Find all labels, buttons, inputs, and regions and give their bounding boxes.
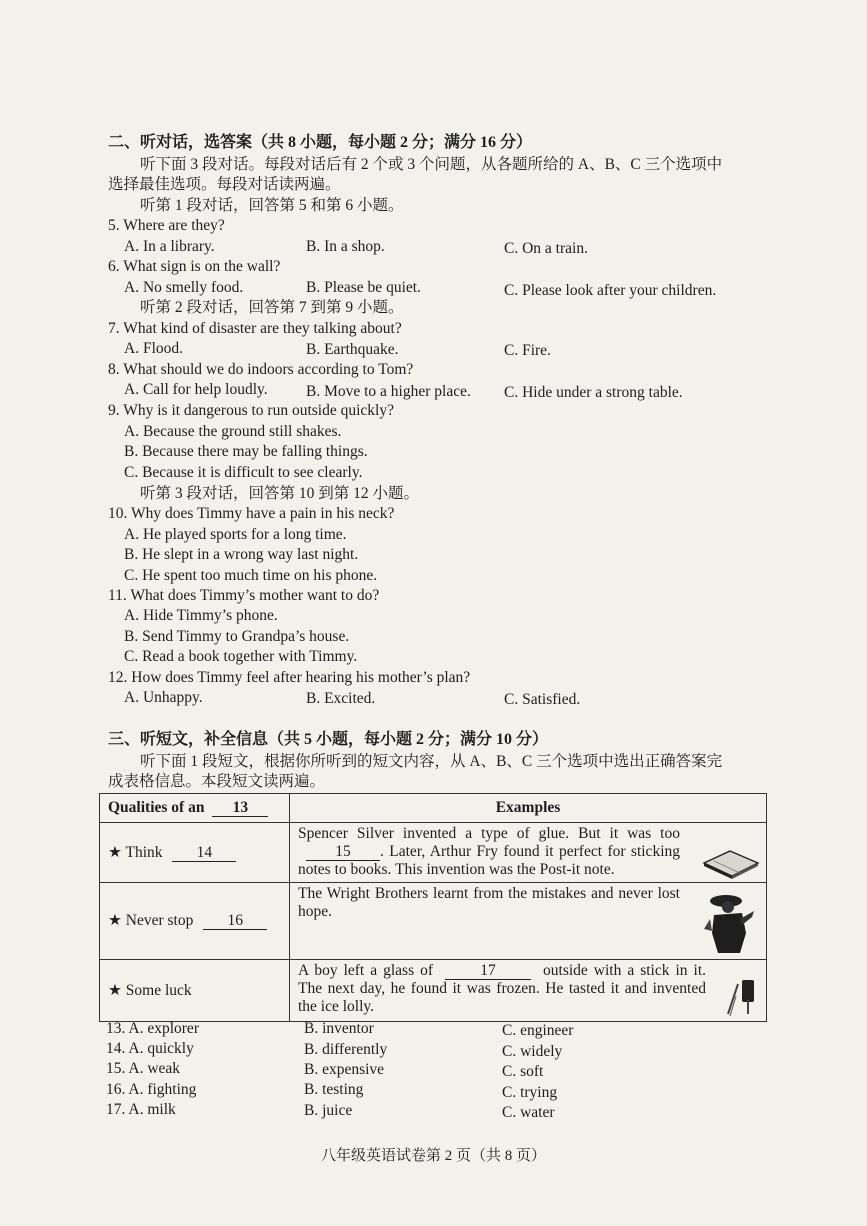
- q10-option-a: A. He played sports for a long time.: [124, 526, 347, 543]
- section3-title: 三、听短文，补全信息（共 5 小题，每小题 2 分；满分 10 分）: [108, 731, 549, 748]
- q15-option-c: C. soft: [502, 1063, 544, 1080]
- header-qualities-label: Qualities of an: [108, 799, 205, 816]
- q13-option-b: B. inventor: [304, 1020, 374, 1037]
- q9-option-a: A. Because the ground still shakes.: [124, 423, 342, 440]
- blank-16: 16: [203, 913, 267, 930]
- row-some-luck-quality: ★ Some luck: [100, 960, 290, 1022]
- header-examples: Examples: [290, 794, 767, 823]
- row-think-label: ★ Think: [108, 843, 163, 861]
- q12-question: 12. How does Timmy feel after hearing his mother’s plan?: [108, 669, 471, 686]
- section2-instruction-cont: 选择最佳选项。每段对话读两遍。: [108, 176, 341, 193]
- q6-option-a: A. No smelly food.: [124, 279, 244, 296]
- section2-title: 二、听对话，选答案（共 8 小题，每小题 2 分；满分 16 分）: [108, 134, 533, 151]
- notebook-icon: [700, 849, 760, 879]
- q11-option-c: C. Read a book together with Timmy.: [124, 648, 358, 665]
- q13-option-a: 13. A. explorer: [106, 1020, 199, 1037]
- q10-question: 10. Why does Timmy have a pain in his neck?: [108, 505, 395, 522]
- q16-option-b: B. testing: [304, 1081, 364, 1098]
- q8-question: 8. What should we do indoors according to Tom?: [108, 361, 414, 378]
- q16-option-c: C. trying: [502, 1084, 558, 1101]
- q10-option-c: C. He spent too much time on his phone.: [124, 567, 378, 584]
- q9-option-b: B. Because there may be falling things.: [124, 443, 368, 460]
- q8-option-b: B. Move to a higher place.: [306, 383, 471, 400]
- q11-option-a: A. Hide Timmy’s phone.: [124, 607, 278, 624]
- row-think-example-text: Spencer Silver invented a type of glue. But it was too: [298, 825, 680, 842]
- table-row-never-stop: [100, 883, 767, 960]
- blank-13: 13: [212, 800, 268, 817]
- table-row-some-luck: [100, 960, 767, 1022]
- q10-option-b: B. He slept in a wrong way last night.: [124, 546, 359, 563]
- row-never-stop-example: [290, 883, 767, 960]
- q8-option-c: C. Hide under a strong table.: [504, 384, 683, 401]
- q16-option-a: 16. A. fighting: [106, 1081, 197, 1098]
- page-footer: 八年级英语试卷第 2 页（共 8 页）: [320, 1148, 546, 1164]
- q5-question: 5. Where are they?: [108, 217, 225, 234]
- row-never-stop-example-text: The Wright Brothers learnt from the mistakes and never lost hope.: [298, 885, 680, 920]
- row-think-example: Spencer Silver invented a type of glue. But it was too 15 . Later, Arthur Fry found it perfect for sticking notes to books. This invention was the Post-it note.: [290, 823, 767, 883]
- q9-option-c: C. Because it is difficult to see clearly.: [124, 464, 363, 481]
- section2-instruction: 听下面 3 段对话。每段对话后有 2 个或 3 个问题，从各题所给的 A、B、C 三个选项中: [140, 156, 723, 173]
- q14-option-a: 14. A. quickly: [106, 1040, 194, 1057]
- q9-question: 9. Why is it dangerous to run outside quickly?: [108, 402, 394, 419]
- q15-option-b: B. expensive: [304, 1061, 385, 1078]
- q15-option-a: 15. A. weak: [106, 1060, 181, 1077]
- row-some-luck-example-text: A boy left a glass of: [298, 962, 434, 979]
- wright-brothers-icon: [702, 889, 756, 955]
- q13-option-c: C. engineer: [502, 1022, 574, 1039]
- qualities-table: [99, 793, 767, 1022]
- table-header-row: [100, 794, 767, 823]
- row-never-stop-quality: [100, 883, 290, 960]
- q7-option-c: C. Fire.: [504, 342, 551, 359]
- dialog1-instruction: 听第 1 段对话，回答第 5 和第 6 小题。: [140, 197, 404, 214]
- q6-option-b: B. Please be quiet.: [306, 279, 421, 296]
- q14-option-b: B. differently: [304, 1041, 388, 1058]
- blank-14: 14: [172, 845, 236, 862]
- dialog2-instruction: 听第 2 段对话，回答第 7 到第 9 小题。: [140, 299, 404, 316]
- q17-option-b: B. juice: [304, 1102, 353, 1119]
- q12-option-a: A. Unhappy.: [124, 689, 203, 706]
- q12-option-b: B. Excited.: [306, 690, 376, 707]
- q7-option-a: A. Flood.: [124, 340, 183, 357]
- section3-instruction-cont: 成表格信息。本段短文读两遍。: [108, 773, 326, 790]
- blank-15: 15: [306, 844, 380, 861]
- table-row-think: [100, 823, 767, 883]
- q5-option-b: B. In a shop.: [306, 238, 385, 255]
- blank-17: 17: [445, 963, 531, 980]
- row-some-luck-example: [290, 960, 767, 1022]
- q17-option-a: 17. A. milk: [106, 1101, 176, 1118]
- q7-question: 7. What kind of disaster are they talking about?: [108, 320, 402, 337]
- q11-question: 11. What does Timmy’s mother want to do?: [108, 587, 380, 604]
- ice-lolly-icon: [724, 978, 758, 1018]
- q14-option-c: C. widely: [502, 1043, 563, 1060]
- dialog3-instruction: 听第 3 段对话，回答第 10 到第 12 小题。: [140, 485, 420, 502]
- q6-option-c: C. Please look after your children.: [504, 282, 717, 299]
- row-never-stop-label: ★ Never stop: [108, 912, 194, 929]
- row-think-example-text-2: Later, Arthur Fry found it perfect for sticking notes to books. This invention was the Post-it note.: [298, 843, 680, 878]
- q12-option-c: C. Satisfied.: [504, 691, 581, 708]
- row-think-quality: [100, 823, 290, 883]
- q6-question: 6. What sign is on the wall?: [108, 258, 281, 275]
- row-some-luck-example-text-2: outside with a stick in it. The next day, he found it was frozen. He tasted it and invented the ice lolly.: [298, 962, 707, 1015]
- section3-instruction: 听下面 1 段短文，根据你所听到的短文内容，从 A、B、C 三个选项中选出正确答案完: [140, 753, 723, 770]
- q7-option-b: B. Earthquake.: [306, 341, 399, 358]
- q5-option-c: C. On a train.: [504, 240, 588, 257]
- q8-option-a: A. Call for help loudly.: [124, 381, 268, 398]
- header-qualities: [100, 794, 290, 823]
- q17-option-c: C. water: [502, 1104, 555, 1121]
- q11-option-b: B. Send Timmy to Grandpa’s house.: [124, 628, 350, 645]
- q5-option-a: A. In a library.: [124, 238, 215, 255]
